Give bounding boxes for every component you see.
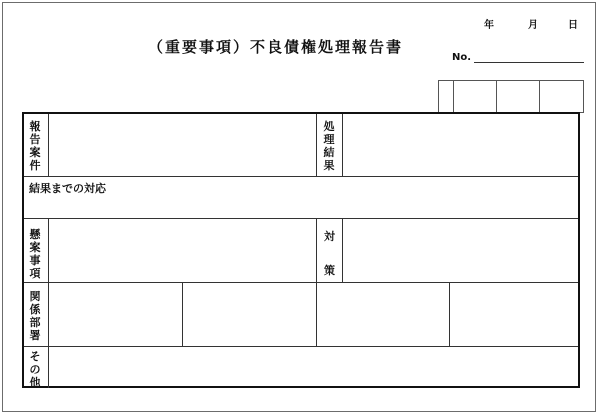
day-label: 日 bbox=[568, 20, 578, 31]
department-field-3[interactable] bbox=[317, 283, 449, 346]
document-title: （重要事項）不良債権処理報告書 bbox=[148, 38, 404, 56]
report-case-label: 報告案件 bbox=[29, 120, 41, 172]
pending-issues-field[interactable] bbox=[49, 219, 316, 282]
related-departments-label: 関係部署 bbox=[29, 290, 41, 342]
year-label: 年 bbox=[484, 20, 494, 31]
approval-stamp-boxes bbox=[438, 80, 584, 113]
row-divider bbox=[24, 176, 578, 177]
measures-field[interactable] bbox=[343, 219, 578, 282]
stamp-box-3[interactable] bbox=[539, 81, 583, 112]
department-field-2[interactable] bbox=[183, 283, 316, 346]
number-label: No. bbox=[452, 52, 472, 63]
processing-result-field[interactable] bbox=[343, 114, 578, 176]
report-case-field[interactable] bbox=[49, 114, 316, 176]
measures-label-bottom: 策 bbox=[324, 264, 335, 277]
response-until-result-label: 結果までの対応 bbox=[29, 182, 106, 195]
other-label: その他 bbox=[29, 350, 41, 389]
measures-label-top: 対 bbox=[324, 230, 335, 243]
column-divider bbox=[316, 218, 317, 282]
number-field[interactable] bbox=[474, 62, 584, 63]
processing-result-label: 処理結果 bbox=[323, 120, 335, 172]
month-label: 月 bbox=[528, 20, 538, 31]
stamp-box-1[interactable] bbox=[453, 81, 496, 112]
response-until-result-field[interactable] bbox=[24, 194, 578, 218]
stamp-box-2[interactable] bbox=[496, 81, 538, 112]
pending-issues-label: 懸案事項 bbox=[29, 228, 41, 280]
department-field-1[interactable] bbox=[49, 283, 182, 346]
other-field[interactable] bbox=[49, 347, 578, 386]
column-divider bbox=[316, 114, 317, 176]
department-field-4[interactable] bbox=[450, 283, 578, 346]
stamp-box-small[interactable] bbox=[439, 81, 453, 112]
report-form bbox=[22, 112, 580, 388]
